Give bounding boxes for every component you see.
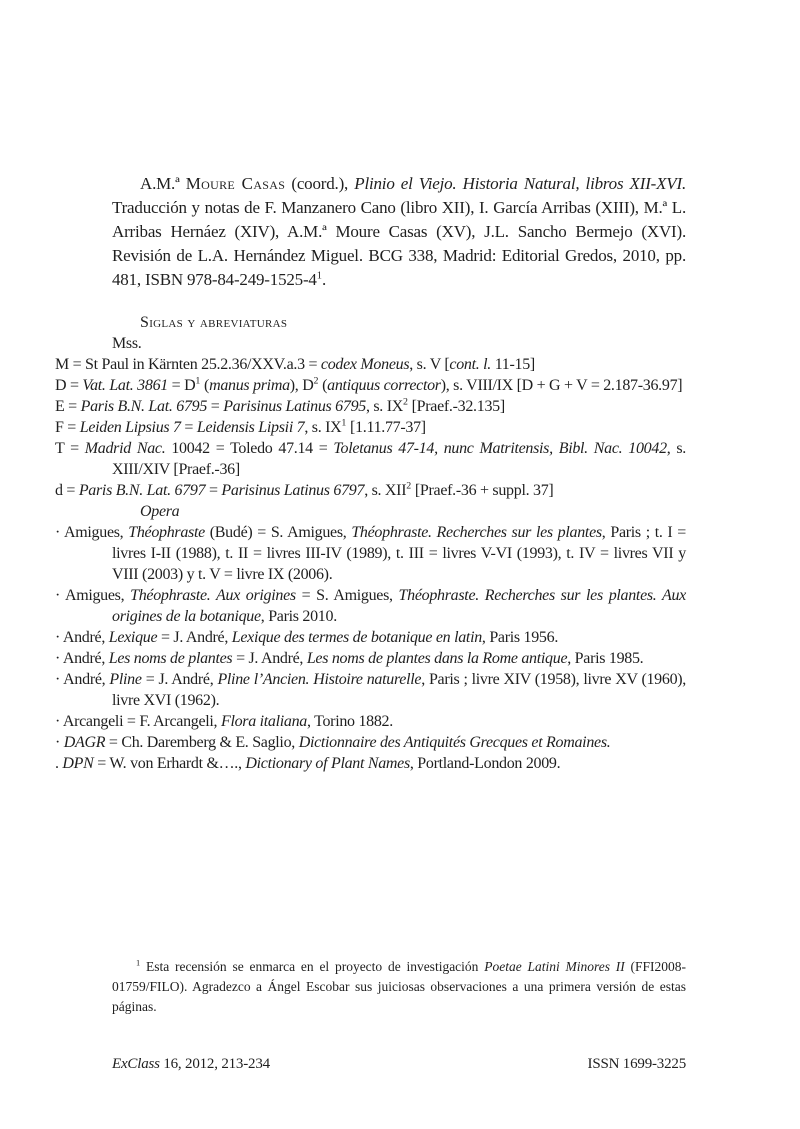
text-segment: , Paris ; t. I = livres I-II (1988), t. II = livres III-IV (1989), t. III = livres V-VI (1993), t. IV = livres VII y VIII (2003) y t. V = livre IX (2006). bbox=[112, 524, 686, 583]
siglum-d bbox=[55, 480, 686, 501]
text-segment: Leiden Lipsius 7 bbox=[79, 419, 181, 436]
text-segment: Théophraste. Aux origines bbox=[130, 587, 296, 604]
text-segment: · Amigues, bbox=[55, 587, 131, 604]
text-segment: cont. l. bbox=[449, 356, 491, 373]
text-segment: , s. V [ bbox=[409, 356, 450, 373]
text-segment: = J. André, bbox=[232, 650, 307, 667]
siglum-F bbox=[55, 417, 686, 438]
journal-citation bbox=[112, 1056, 270, 1073]
text-segment: D = bbox=[55, 377, 83, 394]
text-segment: Traducción y notas de F. Manzanero Cano (libro XII), I. García Arribas (XIII), M.ª L. Arribas Hernáez (XIV), A.M.ª Moure Casas (XV), J.L. Sancho Bermejo (XVI). Revisión de L.A. Hernández Miguel. BCG 338, Madrid: Editorial Gredos, 2010, pp. 481, ISBN 978-84-249-1525-4 bbox=[112, 198, 686, 289]
text-segment: 10042 = Toledo 47.14 = bbox=[165, 440, 334, 457]
text-segment: = J. André, bbox=[141, 671, 218, 688]
text-segment: Flora italiana bbox=[220, 713, 307, 730]
text-segment: Mss. bbox=[112, 335, 142, 352]
text-segment: Les noms de plantes bbox=[108, 650, 233, 667]
opera-dpn bbox=[55, 753, 686, 774]
text-segment: Lexique bbox=[108, 629, 158, 646]
text-segment: ), D bbox=[289, 377, 314, 394]
review-citation bbox=[112, 172, 686, 292]
text-segment: [1.11.77-37] bbox=[346, 419, 426, 436]
text-segment: 1 bbox=[136, 958, 141, 968]
text-segment: (FFI2008-01759/FILO). Agradezco a Ángel Escobar sus juiciosas observaciones a una primera versión de estas páginas. bbox=[112, 959, 687, 1014]
text-segment: = W. von Erhardt &…., bbox=[93, 755, 246, 772]
text-segment: 2 bbox=[313, 375, 319, 387]
text-segment: . bbox=[322, 270, 327, 289]
text-segment: = bbox=[180, 419, 197, 436]
text-segment: 1 bbox=[316, 270, 322, 282]
footnote-area bbox=[112, 957, 686, 1017]
text-segment: 2 bbox=[406, 480, 412, 492]
text-segment: Dictionnaire des Antiquités Grecques et Romaines. bbox=[298, 734, 611, 751]
issn-number: ISSN 1699-3225 bbox=[587, 1056, 686, 1072]
opera-heading bbox=[112, 501, 686, 522]
text-segment: 16, 2012, 213-234 bbox=[159, 1056, 270, 1072]
page-footer bbox=[112, 1056, 686, 1073]
text-segment: , s. XIII/XIV [Praef.-36] bbox=[112, 440, 686, 478]
text-segment: Théophraste. Recherches sur les plantes bbox=[351, 524, 602, 541]
text-segment: = D bbox=[167, 377, 196, 394]
text-segment: Esta recensión se enmarca en el proyecto de investigación bbox=[140, 959, 485, 974]
text-segment: Dictionary of Plant Names bbox=[245, 755, 410, 772]
text-segment: = J. André, bbox=[157, 629, 232, 646]
text-segment: Paris B.N. Lat. 6797 bbox=[78, 482, 206, 499]
text-segment: DAGR bbox=[63, 734, 106, 751]
text-segment: , Paris 1956. bbox=[481, 629, 559, 646]
text-segment: M = St Paul in Kärnten 25.2.36/XXV.a.3 = bbox=[55, 356, 321, 373]
text-segment: 11-15] bbox=[491, 356, 535, 373]
text-segment: Lexique des termes de botanique en latin bbox=[231, 629, 482, 646]
mss-label bbox=[112, 333, 686, 354]
text-segment: , Portland-London 2009. bbox=[409, 755, 561, 772]
text-segment: = bbox=[205, 482, 222, 499]
text-segment: manus prima bbox=[209, 377, 290, 394]
text-segment: Pline l’Ancien. Histoire naturelle bbox=[217, 671, 422, 688]
text-segment: 1 bbox=[341, 417, 347, 429]
text-segment: = S. Amigues, bbox=[295, 587, 399, 604]
text-segment: . bbox=[55, 755, 63, 772]
text-segment: = bbox=[207, 398, 224, 415]
text-segment: Poetae Latini Minores II bbox=[484, 959, 625, 974]
text-segment: (Budé) = S. Amigues, bbox=[204, 524, 352, 541]
text-segment: · Amigues, bbox=[55, 524, 129, 541]
text-segment: [Praef.-32.135] bbox=[407, 398, 505, 415]
siglum-M bbox=[55, 354, 686, 375]
opera-arcangeli bbox=[55, 711, 686, 732]
text-segment: Leidensis Lipsii 7 bbox=[196, 419, 305, 436]
text-segment: , s. XII bbox=[364, 482, 407, 499]
opera-dagr bbox=[55, 732, 686, 753]
text-segment: ( bbox=[200, 377, 210, 394]
text-segment: ExClass bbox=[112, 1056, 160, 1072]
text-segment: Siglas y abreviaturas bbox=[140, 314, 288, 331]
text-segment: ( bbox=[318, 377, 328, 394]
text-segment: (coord.), bbox=[285, 174, 355, 193]
text-segment: ), s. VIII/IX [D + G + V = 2.187-36.97] bbox=[440, 377, 683, 394]
text-segment: , s. IX bbox=[365, 398, 403, 415]
text-segment: · André, bbox=[55, 629, 109, 646]
text-segment: · André, bbox=[55, 671, 110, 688]
text-segment: codex Moneus bbox=[320, 356, 410, 373]
siglas-heading bbox=[112, 312, 686, 333]
text-segment: T = bbox=[55, 440, 85, 457]
opera-andre-pline bbox=[55, 669, 687, 711]
opera-andre-lexique bbox=[55, 627, 686, 648]
text-segment: A.M.ª bbox=[140, 174, 186, 193]
opera-amigues-aux-origines bbox=[55, 585, 686, 627]
text-segment: F = bbox=[55, 419, 80, 436]
text-segment: · Arcangeli = F. Arcangeli, bbox=[55, 713, 221, 730]
text-segment: , s. IX bbox=[304, 419, 342, 436]
text-segment: 1 bbox=[195, 375, 201, 387]
text-segment: [Praef.-36 + suppl. 37] bbox=[411, 482, 554, 499]
text-segment: , Torino 1882. bbox=[307, 713, 393, 730]
text-segment: Opera bbox=[140, 503, 180, 520]
text-segment: Madrid Nac. bbox=[84, 440, 166, 457]
opera-amigues-theophraste bbox=[55, 522, 686, 585]
siglum-D bbox=[55, 375, 686, 396]
text-segment: Théophraste. Recherches sur les plantes. Aux origines de la botanique bbox=[112, 587, 686, 625]
opera-andre-noms-de-plantes bbox=[55, 648, 686, 669]
text-segment: = Ch. Daremberg & E. Saglio, bbox=[105, 734, 299, 751]
text-segment: , Paris ; livre XIV (1958), livre XV (1960), livre XVI (1962). bbox=[112, 671, 687, 709]
footnote-1 bbox=[112, 957, 686, 1017]
text-segment: Parisinus Latinus 6797 bbox=[221, 482, 365, 499]
text-segment: Toletanus 47-14, nunc Matritensis, Bibl. Nac. 10042 bbox=[333, 440, 667, 457]
text-segment: antiquus corrector bbox=[327, 377, 441, 394]
document-body bbox=[55, 172, 687, 774]
text-segment: Les noms de plantes dans la Rome antique bbox=[306, 650, 568, 667]
text-segment: Théophraste bbox=[128, 524, 205, 541]
text-segment: Moure Casas bbox=[185, 174, 286, 193]
text-segment: , Paris 2010. bbox=[260, 608, 337, 625]
text-segment: d = bbox=[55, 482, 79, 499]
text-segment: E = bbox=[55, 398, 81, 415]
text-segment: 2 bbox=[402, 396, 408, 408]
text-segment: Parisinus Latinus 6795 bbox=[223, 398, 366, 415]
text-segment: DPN bbox=[62, 755, 94, 772]
text-segment: Vat. Lat. 3861 bbox=[82, 377, 168, 394]
text-segment: , Paris 1985. bbox=[567, 650, 644, 667]
text-segment: · André, bbox=[55, 650, 109, 667]
text-segment: · bbox=[55, 734, 64, 751]
text-segment: Pline bbox=[109, 671, 142, 688]
siglum-T bbox=[55, 438, 686, 480]
text-segment: Plinio el Viejo. Historia Natural, libros XII-XVI. bbox=[354, 174, 686, 193]
text-segment: Paris B.N. Lat. 6795 bbox=[80, 398, 208, 415]
siglum-E bbox=[55, 396, 686, 417]
